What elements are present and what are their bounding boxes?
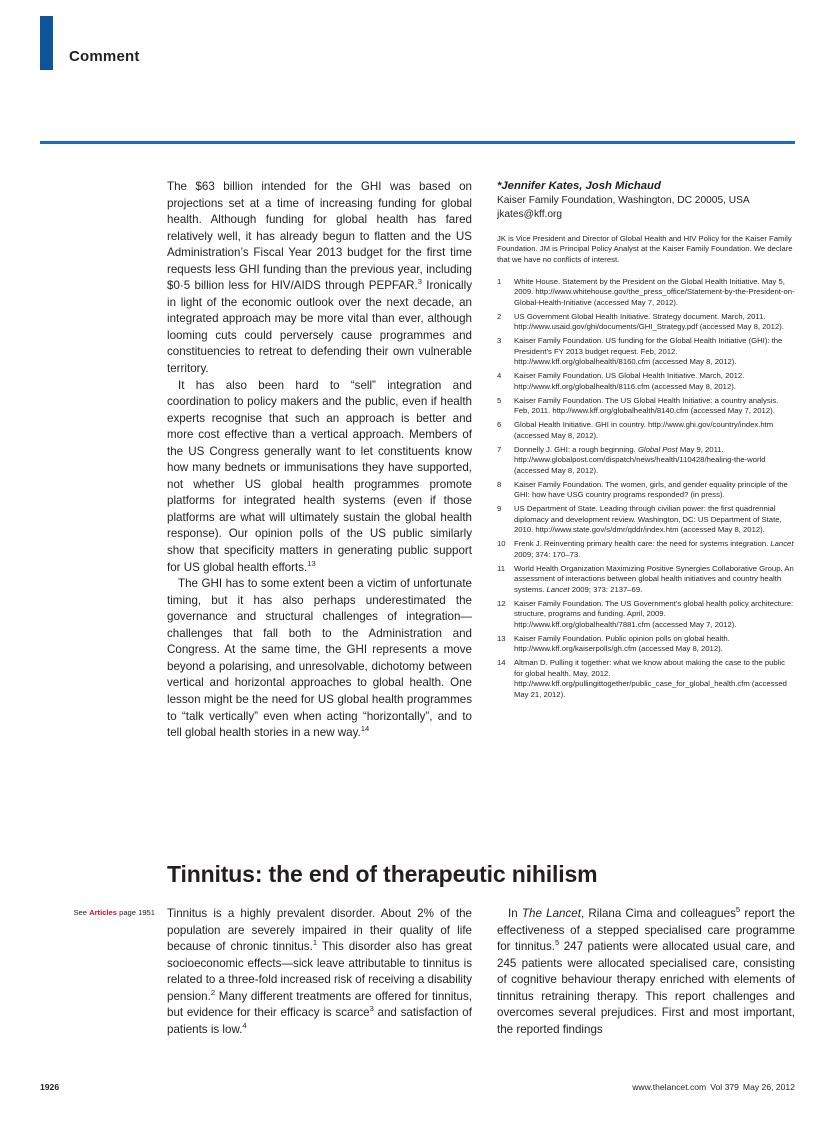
reference-marker: 3 <box>369 1004 374 1014</box>
reference-item <box>497 504 795 535</box>
reference-journal-name: Global Post <box>637 444 678 454</box>
comment-paragraph-3-text: The GHI has to some extent been a victim of unfortunate timing, but it has also perhaps underestimated the governance and structural challenges of integration—challenges that fall both to the Administration and Congress. At the same time, the GHI represents a move beyond a polarising, and unresolvable, dichotomy between vertical and horizontal approaches to global health. One lesson might be the need for US global health programmes to “talk vertically” even when acting “horizontally”, and to tell global health stories in a new way. <box>167 577 472 740</box>
reference-text: Frenk J. Reinventing primary health care: the need for systems integration. Lancet 2009; 374: 170–73. <box>514 539 794 559</box>
page-number: 1926 <box>40 1082 60 1092</box>
reference-list <box>497 277 795 700</box>
reference-text: Kaiser Family Foundation. The US Global Health Initiative: a country analysis. Feb, 2011. http://www.kff.org/globalhealth/8140.cfm (accessed May 7, 2012). <box>514 395 779 416</box>
reference-item <box>497 599 795 630</box>
tinnitus-left-part4: and satisfaction of patients is low. <box>167 1006 472 1036</box>
reference-item <box>497 336 795 367</box>
reference-item <box>497 277 795 308</box>
section-color-marker <box>40 16 53 70</box>
margin-note-page: page 1951 <box>119 908 155 917</box>
reference-number: 10 <box>497 539 506 549</box>
article-heading: Tinnitus: the end of therapeutic nihilism <box>167 861 598 887</box>
comment-paragraph-2-text: It has also been hard to “sell” integration and coordination to policy makers and the public, even if health experts recognise that such an approach is better and more cost effective than a vertical approach. Members of the US Congress generally want to let constituents know how many bednets or immunisations they have supported, not whether US global health programmes promote platforms for integrated health systems (even if those platforms are what will ultimately sustain the global health response). Our opinion polls of the US public similarly show that specificity matters in generating public support for US global health efforts. <box>167 378 472 574</box>
reference-number: 2 <box>497 311 502 321</box>
reference-text: Kaiser Family Foundation. The US Government’s global health policy architecture: structure, programs and funding. April, 2009. http://www.kff.org/globalhealth/7881.cfm (accessed May 7, 2012). <box>514 598 794 629</box>
reference-item <box>497 564 795 595</box>
reference-number: 7 <box>497 444 502 454</box>
reference-item <box>497 312 795 333</box>
tinnitus-left-column <box>167 906 472 1038</box>
correspondence-affiliation: Kaiser Family Foundation, Washington, DC 20005, USA <box>497 194 750 206</box>
reference-text: US Government Global Health Initiative. Strategy document. March, 2011. http://www.usaid.gov/ghi/documents/GHI_Strategy.pdf (accessed May 8, 2012). <box>514 311 784 332</box>
reference-number: 13 <box>497 633 506 643</box>
reference-text: Kaiser Family Foundation. Public opinion polls on global health. http://www.kff.org/kaiserpolls/gh.cfm (accessed May 8, 2012). <box>514 633 730 654</box>
reference-marker: 4 <box>242 1020 247 1030</box>
margin-note-articles-link[interactable]: Articles <box>89 908 117 917</box>
reference-number: 14 <box>497 658 506 668</box>
reference-item <box>497 539 795 560</box>
reference-text: US Department of State. Leading through civilian power: the first quadrennial diplomacy and development review. Washington, DC: US Department of State, 2010. http://www.state.gov/s/dmr/qddr/index.htm (accessed May 8, 2012). <box>514 504 782 535</box>
tinnitus-right-part4: 247 patients were allocated usual care, and 245 patients were allocated specialised care, consisting of cognitive behaviour therapy enriched with elements of tinnitus retraining therapy. This report challenges and overcomes several prejudices. First and most important, the reported findings <box>497 940 795 1036</box>
reference-number: 12 <box>497 598 506 608</box>
comment-paragraph-1-text: The $63 billion intended for the GHI was based on projections set at a time of increasing funding for global health. Although funding for global health has fared relatively well, it has already begun to flatten and the US Administration’s Fiscal Year 2013 budget for the first time requests less GHI funding than the previous year, including $0·5 billion less for HIV/AIDS through PEPFAR. <box>167 180 472 293</box>
reference-number: 4 <box>497 371 502 381</box>
journal-name: The Lancet <box>521 907 581 920</box>
footer-source-line <box>632 1082 795 1092</box>
comment-paragraph-3 <box>167 576 472 741</box>
reference-number: 1 <box>497 277 502 286</box>
footer-website[interactable]: www.thelancet.com <box>632 1082 707 1092</box>
tinnitus-left-part1: Tinnitus is a highly prevalent disorder. About 2% of the population are severely impaired in their quality of life because of chronic tinnitus. <box>167 907 472 954</box>
reference-journal-name: Lancet <box>546 584 570 594</box>
footer-date: May 26, 2012 <box>742 1082 795 1092</box>
margin-note-see-articles[interactable] <box>40 908 155 918</box>
reference-item <box>497 658 795 700</box>
tinnitus-left-part2: This disorder also has great socioeconomic effects—sick leave attributable to tinnitus is related to a three-fold increased risk of receiving a disability pension. <box>167 940 473 1003</box>
reference-marker: 5 <box>554 938 560 948</box>
footer-volume: Vol 379 <box>710 1082 739 1092</box>
tinnitus-paragraph-right <box>497 906 795 1038</box>
reference-number: 9 <box>497 504 502 514</box>
reference-text: Global Health Initiative. GHI in country. http://www.ghi.gov/country/index.htm (accessed May 8, 2012). <box>514 420 774 440</box>
reference-item <box>497 480 795 501</box>
comment-left-column <box>167 179 472 742</box>
reference-number: 5 <box>497 395 502 405</box>
reference-marker: 2 <box>210 987 216 997</box>
tinnitus-paragraph-left <box>167 906 472 1038</box>
comment-paragraph-1 <box>167 179 472 378</box>
reference-text: World Health Organization Maximizing Positive Synergies Collaborative Group. An assessment of interactions between global health initiatives and country health systems. Lancet 2009; 373: 2137–69. <box>514 563 794 594</box>
reference-text: Kaiser Family Foundation. The women, girls, and gender equality principle of the GHI: how have USG country programs responded? (in press). <box>514 479 788 500</box>
tinnitus-left-part3: Many different treatments are offered for tinnitus, but evidence for their efficacy is scarce <box>167 989 472 1020</box>
tinnitus-right-part1: In <box>508 907 522 920</box>
comment-paragraph-1-tail: Ironically in light of the economic outlook over the next decade, an integrated approach may be more vital than ever, although looming cuts could perversely cause programmes and constituencies to retreat to defending their own vulnerable territory. <box>167 279 473 376</box>
reference-number: 3 <box>497 336 502 346</box>
reference-marker: 14 <box>360 724 370 734</box>
reference-item <box>497 420 795 441</box>
reference-number: 6 <box>497 420 502 430</box>
reference-text: Kaiser Family Foundation. US funding for the Global Health Initiative (GHI): the President’s FY 2013 budget request. Feb, 2012. http://www.kff.org/globalhealth/8160.cfm (accessed May 8, 2012). <box>514 336 783 367</box>
tinnitus-right-column <box>497 906 795 1038</box>
reference-marker: 1 <box>312 938 318 948</box>
correspondence-authors: *Jennifer Kates, Josh Michaud <box>497 180 661 192</box>
masthead-rule <box>40 141 795 144</box>
reference-marker: 3 <box>417 277 422 287</box>
reference-item <box>497 634 795 655</box>
reference-item <box>497 396 795 417</box>
section-title: Comment <box>69 48 140 65</box>
masthead <box>0 0 835 135</box>
reference-journal-name: Lancet <box>770 539 794 549</box>
reference-marker: 13 <box>307 558 316 568</box>
reference-number: 11 <box>497 563 505 573</box>
reference-text: Altman D. Pulling it together: what we know about making the case to the public for global health. May, 2012. http://www.kff.org/pullingittogether/public_case_for_global_health.cfm (accessed May 21, 2012). <box>514 658 787 699</box>
reference-marker: 5 <box>735 905 741 915</box>
reference-text: White House. Statement by the President on the Global Health Initiative. May 5, 2009. http://www.whitehouse.gov/the_press_office/Statement-by-the-President-on-Global-Health-Initiative (accessed May 7, 2012). <box>514 277 795 307</box>
reference-text: Kaiser Family Foundation. US Global Health Initiative. March, 2012. http://www.kff.org/globalhealth/8116.cfm (accessed May 8, 2012). <box>514 371 745 391</box>
page-footer <box>0 1082 835 1102</box>
reference-item <box>497 371 795 392</box>
reference-number: 8 <box>497 479 502 489</box>
correspondence-email[interactable]: jkates@kff.org <box>497 209 563 221</box>
comment-right-column <box>497 179 795 704</box>
comment-paragraph-2 <box>167 378 472 577</box>
tinnitus-right-part2: , Rilana Cima and colleagues <box>580 907 736 920</box>
conflict-of-interest-statement: JK is Vice President and Director of Global Health and HIV Policy for the Kaiser Family Foundation. JM is Principal Policy Analyst at the Kaiser Family Foundation. We declare that we have no conflicts of interest. <box>497 233 793 264</box>
reference-item <box>497 445 795 476</box>
tinnitus-right-part3: report the effectiveness of a stepped specialised care programme for tinnitus. <box>497 907 796 954</box>
margin-note-see-label: See <box>73 908 87 917</box>
reference-text: Donnelly J. GHI: a rough beginning. Global Post May 9, 2011. http://www.globalpost.com/dispatch/news/health/110428/healing-the-world (accessed May 8, 2012). <box>514 444 766 475</box>
